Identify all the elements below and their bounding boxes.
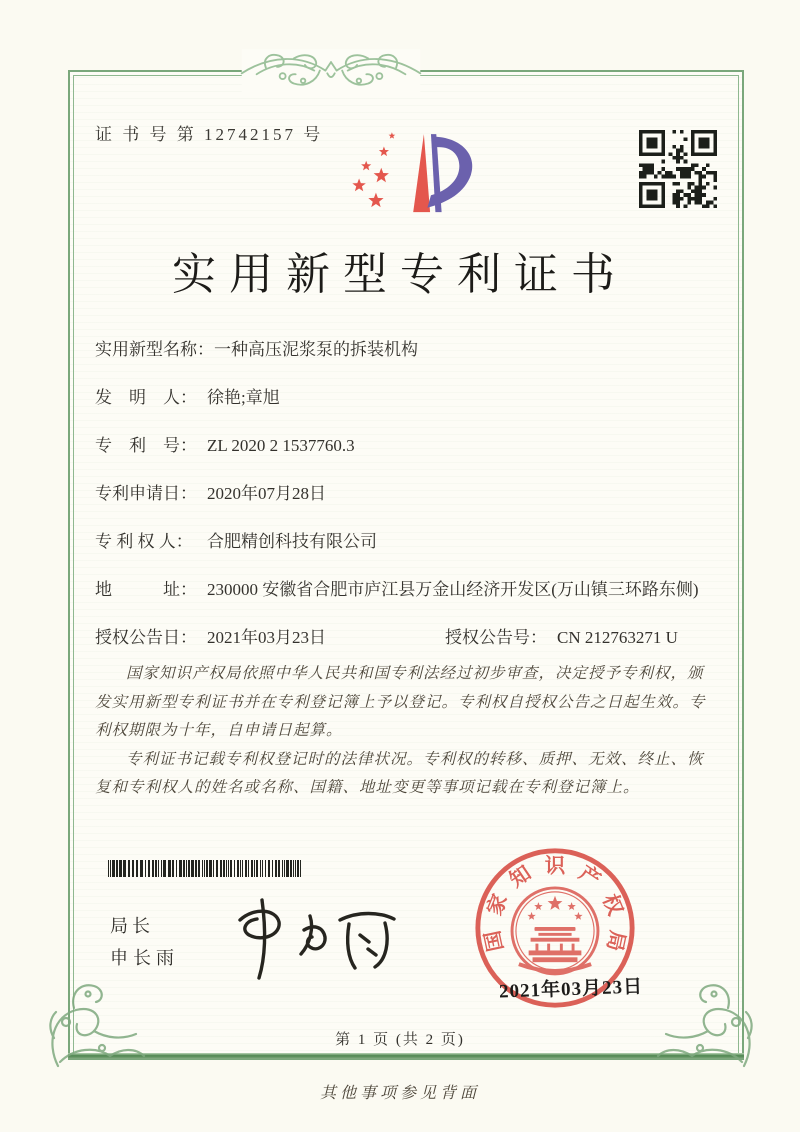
corner-flourish-ornament <box>654 978 758 1070</box>
svg-text:局: 局 <box>602 928 629 954</box>
field-label: 专 利 号： <box>95 436 197 455</box>
field-label: 授权公告日： <box>95 628 197 647</box>
svg-text:产: 产 <box>574 862 605 892</box>
legal-paragraph-1: 国家知识产权局依照中华人民共和国专利法经过初步审查，决定授予专利权，颁发实用新型专利证书并在专利登记簿上予以登记。专利权自授权公告之日起生效。专利权期限为十年，自申请日起算。 <box>95 665 706 739</box>
field-label: 专 利 权 人： <box>95 532 193 551</box>
bottom-border-bar <box>68 1053 744 1059</box>
field-row-patentee <box>95 528 717 555</box>
svg-text:家: 家 <box>483 891 513 919</box>
top-flourish-ornament <box>238 44 424 98</box>
certificate-number: 证 书 号 第 12742157 号 <box>95 125 324 144</box>
field-value: 2021年03月23日 <box>207 628 326 647</box>
svg-text:知: 知 <box>505 862 536 892</box>
barcode-icon <box>108 860 306 877</box>
field-label: 专利申请日： <box>95 484 197 503</box>
field-value: 合肥精创科技有限公司 <box>207 532 377 551</box>
legal-paragraph-2: 专利证书记载专利权登记时的法律状况。专利权的转移、质押、无效、终止、恢复和专利权人的姓名或名称、国籍、地址变更等事项记载在专利登记簿上。 <box>95 750 704 796</box>
svg-text:国: 国 <box>481 928 508 954</box>
field-row-address <box>95 576 717 603</box>
commissioner-signature <box>222 890 412 988</box>
field-label: 发 明 人： <box>95 388 197 407</box>
field-row-grant <box>95 624 717 651</box>
field-row-inventor <box>95 384 717 411</box>
svg-text:识: 识 <box>544 855 566 878</box>
page-number: 第 1 页 (共 2 页) <box>335 1032 465 1048</box>
field-label: 地 址： <box>95 580 197 599</box>
commissioner-name: 申长雨 <box>110 948 179 968</box>
certificate-title: 实用新型专利证书 <box>172 250 628 299</box>
field-value: CN 212763271 U <box>557 628 678 647</box>
field-list <box>95 336 717 651</box>
field-value: 徐艳;章旭 <box>207 388 280 407</box>
field-value: 一种高压泥浆泵的拆装机构 <box>214 340 418 359</box>
qr-code-icon <box>639 130 717 208</box>
field-label: 实用新型名称： <box>95 340 214 359</box>
field-row-patent-no <box>95 432 717 459</box>
field-row-name <box>95 336 717 363</box>
field-label: 授权公告号： <box>445 628 547 647</box>
national-emblem-icon <box>512 888 598 974</box>
svg-text:权: 权 <box>597 891 627 919</box>
field-value: 230000 安徽省合肥市庐江县万金山经济开发区(万山镇三环路东侧) <box>207 580 699 599</box>
field-row-filing-date <box>95 480 717 507</box>
legal-text <box>95 660 717 803</box>
cnipa-logo-icon <box>336 114 478 234</box>
field-value: 2020年07月28日 <box>207 484 326 503</box>
seal-date: 2021年03月23日 <box>498 976 644 1003</box>
corner-flourish-ornament <box>44 978 148 1070</box>
field-value: ZL 2020 2 1537760.3 <box>207 436 355 455</box>
back-side-note: 其他事项参见背面 <box>319 1085 480 1102</box>
commissioner-title: 局长 <box>110 916 154 936</box>
